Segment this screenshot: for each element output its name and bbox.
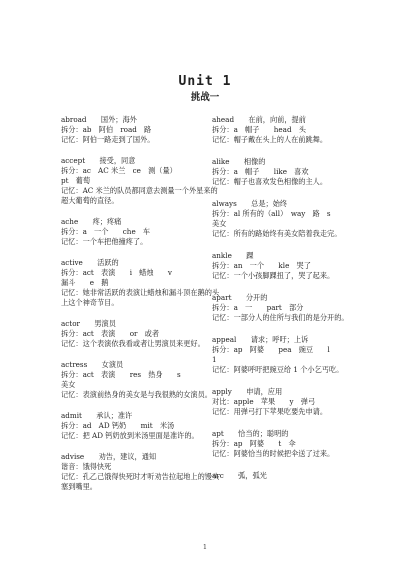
entry-headword: always 总是；始终 (212, 199, 288, 208)
left-column (61, 104, 223, 492)
entry-line: 记忆：一个车把他撞疼了。 (61, 237, 148, 246)
page-subtitle: 挑战一 (190, 92, 220, 103)
entry-line: 记忆：AC 米兰的队员都同意去测量一个外星来的超大葡萄的直径。 (61, 186, 218, 205)
entry-line: 拆分：ad AD 钙奶 mit 米汤 (61, 421, 175, 430)
entry-headword: actor 男演员 (61, 319, 116, 328)
entry-line: 美女 (61, 380, 76, 389)
entry-line: 记忆：阿伯一路走到了国外。 (61, 135, 155, 144)
entry-line: 拆分：act 表演 res 热身 s (61, 370, 181, 379)
entry-headword: accept 接受，同意 (61, 156, 136, 165)
entry-line: 记忆：她非常活跃的表演让蜡烛和漏斗顶在鹅的头上这个神奇节目。 (61, 288, 220, 307)
vocab-entry (212, 293, 374, 323)
entry-line: 记忆：把 AD 钙奶放到米汤里面是准许的。 (61, 431, 199, 440)
entry-headword: arc 弧，弧光 (212, 471, 267, 480)
vocab-entry (61, 115, 223, 145)
vocab-entry (61, 217, 223, 247)
entry-line: 记忆：帽子也喜欢发色相像的主人。 (212, 177, 328, 186)
entry-headword: abroad 国外；海外 (61, 115, 137, 124)
entry-line: 谐音：饿得快死 (61, 462, 112, 471)
entry-headword: admit 承认；准许 (61, 411, 133, 420)
entry-line: 拆分：ap 阿婆 pea 豌豆 l (212, 345, 330, 354)
entry-line: 拆分：ab 阿伯 road 路 (61, 125, 152, 134)
vocab-entry (61, 452, 223, 492)
entry-line: 记忆：阿婆恰当的时候把伞送了过来。 (212, 449, 335, 458)
entry-headword: appeal 请求；呼吁；上诉 (212, 335, 309, 344)
entry-line: 记忆：表演前热身的美女是与我很熟的女演员。 (61, 390, 212, 399)
vocab-entry (212, 199, 374, 239)
entry-line: 拆分：ac AC 米兰 ce 测（量） (61, 166, 177, 175)
entry-line: 拆分：a 帽子 like 喜欢 (212, 167, 309, 176)
entry-line: 拆分：act 表演 or 或者 (61, 329, 160, 338)
entry-line: pt 葡萄 (61, 176, 91, 185)
entry-line: 拆分：an 一个 kle 哭了 (212, 261, 311, 270)
entry-line: 记忆：一个小孩脚踝扭了，哭了起来。 (212, 271, 335, 280)
vocab-entry (212, 251, 374, 281)
page-title: Unit 1 (178, 74, 232, 89)
entry-line: 拆分：act 表演 i 蜡烛 v (61, 268, 172, 277)
vocab-entry (212, 115, 374, 145)
entry-headword: advise 劝告，建议，通知 (61, 452, 157, 461)
vocab-entry (212, 335, 374, 375)
entry-headword: alike 相像的 (212, 157, 266, 166)
entry-line: 拆分：a 一个 che 车 (61, 227, 151, 236)
vocab-entry (212, 387, 374, 417)
entry-headword: actress 女演员 (61, 360, 124, 369)
entry-line: 拆分：al 所有的（all） way 路 s (212, 209, 331, 218)
entry-line: 美女 (212, 219, 227, 228)
entry-line: 记忆：用弹弓打下苹果吃要先申请。 (212, 407, 328, 416)
entry-line: 1 (212, 355, 217, 364)
entry-headword: ankle 踝 (212, 251, 254, 260)
right-column (212, 104, 374, 481)
page-number: 1 (202, 543, 208, 551)
entry-headword: apt 恰当的；聪明的 (212, 429, 289, 438)
entry-line: 记忆：阿婆呼吁把豌豆给 1 个小乞丐吃。 (212, 365, 344, 374)
vocab-entry (61, 156, 223, 206)
entry-headword: active 活跃的 (61, 258, 119, 267)
vocab-entry (212, 429, 374, 459)
entry-headword: ache 疼；疼痛 (61, 217, 122, 226)
entry-line: 对比：apple 苹果 y 弹弓 (212, 397, 316, 406)
entry-line: 记忆：这个表演依我看或者让男演员来更好。 (61, 339, 205, 348)
entry-headword: apart 分开的 (212, 293, 268, 302)
vocab-entry (212, 471, 374, 481)
entry-line: 拆分：ap 阿婆 t 伞 (212, 439, 296, 448)
vocab-entry (61, 258, 223, 308)
entry-line: 拆分：a 一 part 部分 (212, 303, 304, 312)
entry-line: 记忆：孔乙己饿得快死时才听劝告拉起地上的馒头塞到嘴里。 (61, 472, 220, 491)
entry-line: 拆分：a 帽子 head 头 (212, 125, 306, 134)
vocab-entry (61, 411, 223, 441)
vocab-entry (61, 319, 223, 349)
entry-line: 漏斗 e 鹅 (61, 278, 109, 287)
entry-headword: ahead 在前，向前，提前 (212, 115, 306, 124)
entry-headword: apply 申请，应用 (212, 387, 283, 396)
entry-line: 记忆：帽子戴在头上的人在前跳舞。 (212, 135, 328, 144)
vocab-entry (212, 157, 374, 187)
vocab-entry (61, 360, 223, 400)
entry-line: 记忆：所有的路始终有美女陪着我走完。 (212, 229, 342, 238)
entry-line: 记忆：一部分人的住所与我们的是分开的。 (212, 313, 349, 322)
